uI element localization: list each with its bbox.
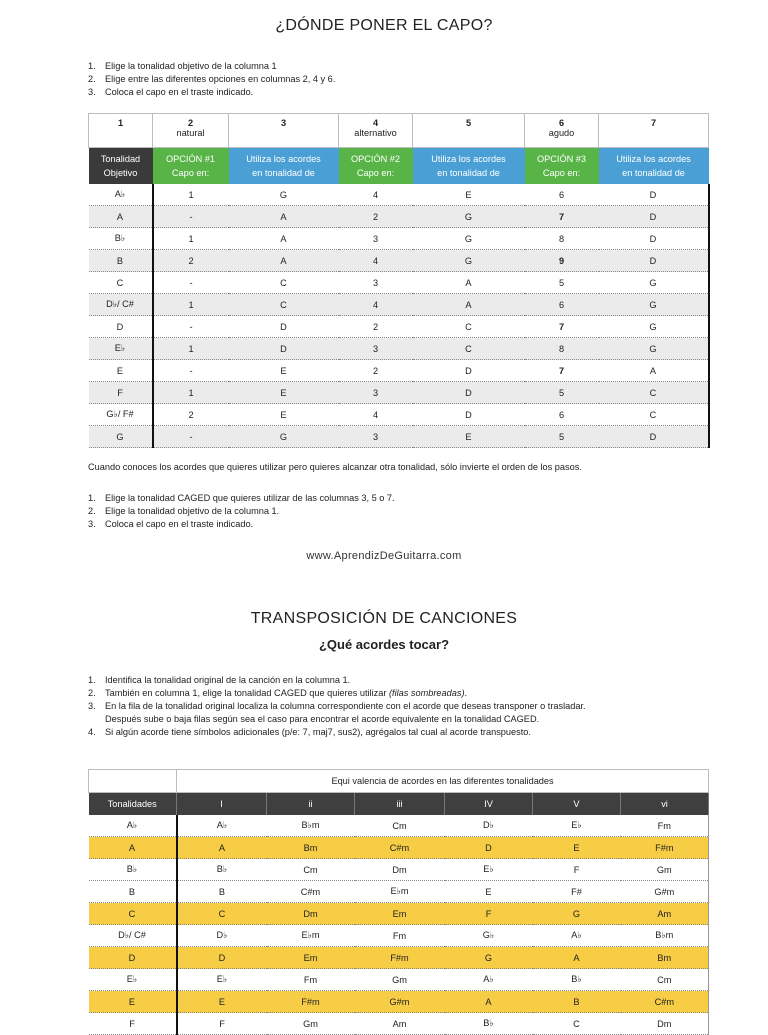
step-item: [88, 73, 335, 86]
table-row: [89, 250, 709, 272]
table-cell: E: [533, 837, 621, 859]
step-item: [88, 86, 335, 99]
table-cell: 2: [153, 404, 229, 426]
column-label-line1: OPCIÓN #2: [350, 154, 400, 164]
table-cell: C: [229, 294, 339, 316]
table-cell: A: [89, 206, 153, 228]
column-label-line2: en tonalidad de: [437, 168, 500, 178]
table-cell: E: [229, 360, 339, 382]
step-item: [88, 674, 586, 687]
table-row: [89, 903, 709, 925]
table-cell: A♭: [89, 184, 153, 206]
table-cell: 5: [525, 426, 599, 448]
step-number: 1.: [88, 675, 96, 685]
table-row: [89, 859, 709, 881]
table-row: [89, 925, 709, 947]
capo-table: [88, 113, 710, 448]
table-cell: 1: [153, 338, 229, 360]
table-cell: D: [599, 184, 709, 206]
table-row: [89, 338, 709, 360]
table-cell: -: [153, 316, 229, 338]
table-cell: Cm: [355, 815, 445, 837]
table-cell: G: [229, 184, 339, 206]
table-cell: 4: [339, 184, 413, 206]
degree-header: vi: [621, 793, 709, 816]
column-header: [339, 114, 413, 148]
column-label-line1: Tonalidad: [100, 154, 141, 164]
table-cell: A♭: [177, 815, 267, 837]
table-cell: 8: [525, 228, 599, 250]
column-label-line2: Objetivo: [103, 168, 138, 178]
degree-header: Tonalidades: [89, 793, 177, 816]
table-cell: -: [153, 426, 229, 448]
table-cell: Am: [621, 903, 709, 925]
table-cell: 7: [525, 206, 599, 228]
table-cell: A♭: [89, 815, 177, 837]
table-cell: D: [413, 404, 525, 426]
capo-steps: [88, 60, 335, 99]
table-cell: A: [413, 294, 525, 316]
table-cell: B: [533, 991, 621, 1013]
table-row: [89, 837, 709, 859]
column-label-line2: Capo en:: [542, 168, 581, 178]
column-number: 1: [117, 118, 124, 128]
table-cell: F#m: [355, 947, 445, 969]
step-number: 4.: [88, 727, 96, 737]
column-header: [89, 114, 153, 148]
table-cell: 2: [153, 250, 229, 272]
chord-equivalence-table: [88, 769, 709, 1035]
column-number: 7: [650, 118, 657, 128]
table-cell: F: [89, 1013, 177, 1035]
table-cell: B: [89, 250, 153, 272]
caption-spacer: [89, 770, 177, 793]
column-header: [525, 114, 599, 148]
table-cell: 3: [339, 228, 413, 250]
column-label-line2: Capo en:: [356, 168, 395, 178]
table-cell: 3: [339, 426, 413, 448]
column-header: [229, 114, 339, 148]
table-row: [89, 206, 709, 228]
table-cell: 4: [339, 294, 413, 316]
table-cell: E: [89, 360, 153, 382]
table-cell: G♭/ F#: [89, 404, 153, 426]
step-text-main: Elige la tonalidad objetivo de la columna 1: [105, 61, 277, 71]
table-cell: E♭: [89, 338, 153, 360]
table-cell: D: [599, 250, 709, 272]
degree-header: V: [533, 793, 621, 816]
table-cell: A: [445, 991, 533, 1013]
table-row: [89, 881, 709, 903]
table-cell: 4: [339, 404, 413, 426]
table-cell: B♭: [89, 228, 153, 250]
table-row: [89, 272, 709, 294]
table-cell: D: [89, 316, 153, 338]
column-label: [525, 148, 599, 185]
step-text: [105, 726, 531, 739]
column-label: [413, 148, 525, 185]
degree-header: ii: [267, 793, 355, 816]
table-cell: Cm: [621, 969, 709, 991]
column-number: 5: [465, 118, 472, 128]
column-sublabel: alternativo: [354, 128, 397, 138]
table-cell: G: [413, 206, 525, 228]
table-cell: A♭: [533, 925, 621, 947]
table-cell: G: [413, 228, 525, 250]
step-text: [105, 86, 253, 99]
table-cell: G: [599, 272, 709, 294]
reverse-note: Cuando conoces los acordes que quieres utilizar pero quieres alcanzar otra tonalidad, sólo invierte el orden de los pasos.: [88, 462, 582, 472]
table-cell: D: [599, 426, 709, 448]
website-url: www.AprendizDeGuitarra.com: [306, 550, 462, 562]
caged-steps: [88, 492, 395, 531]
step-text-main: Coloca el capo en el traste indicado.: [105, 519, 254, 529]
table-cell: D: [229, 338, 339, 360]
step-item: [88, 60, 335, 73]
step-item: [88, 700, 586, 713]
table-cell: A: [229, 206, 339, 228]
step-text: [105, 73, 335, 86]
table-cell: A♭: [445, 969, 533, 991]
table-cell: F#m: [621, 837, 709, 859]
table-row: [89, 184, 709, 206]
table-cell: D♭/ C#: [89, 294, 153, 316]
table-cell: Em: [355, 903, 445, 925]
step-text: [105, 505, 279, 518]
table-cell: -: [153, 360, 229, 382]
step-text-main: Si algún acorde tiene símbolos adicionales (p/e: 7, maj7, sus2), agrégalos tal cual al acorde transpuesto.: [105, 727, 531, 737]
table-cell: A: [599, 360, 709, 382]
table-cell: A: [229, 250, 339, 272]
table-cell: B♭: [445, 1013, 533, 1035]
table-row: [89, 360, 709, 382]
step-text: [105, 674, 350, 687]
table-cell: F: [533, 859, 621, 881]
table-cell: E: [413, 426, 525, 448]
table-cell: D: [89, 947, 177, 969]
table-row: [89, 969, 709, 991]
table-row: [89, 404, 709, 426]
table-cell: 3: [339, 272, 413, 294]
degree-header: I: [177, 793, 267, 816]
step-number: 2.: [88, 506, 96, 516]
table-cell: Gm: [267, 1013, 355, 1035]
table-cell: C: [533, 1013, 621, 1035]
table-cell: D: [445, 837, 533, 859]
table-cell: E♭: [177, 969, 267, 991]
table-row: [89, 316, 709, 338]
table-cell: B♭: [177, 859, 267, 881]
table-cell: 1: [153, 184, 229, 206]
table-row: [89, 426, 709, 448]
degree-header-row: [89, 793, 709, 816]
table-cell: A: [177, 837, 267, 859]
column-number: 6: [558, 118, 565, 128]
step-number: 2.: [88, 688, 96, 698]
transposition-steps: [88, 674, 586, 739]
table-cell: 4: [339, 250, 413, 272]
column-number: 4: [372, 118, 379, 128]
table-cell: D: [413, 382, 525, 404]
step-item: [88, 713, 586, 726]
table-cell: E♭: [533, 815, 621, 837]
table-cell: G: [599, 294, 709, 316]
step-number: 1.: [88, 493, 96, 503]
table-caption: Equi valencia de acordes en las diferentes tonalidades: [177, 770, 709, 793]
table-cell: G: [413, 250, 525, 272]
table-cell: E♭: [445, 859, 533, 881]
caption-row: [89, 770, 709, 793]
table-cell: B♭: [89, 859, 177, 881]
degree-header: iii: [355, 793, 445, 816]
column-label-line1: Utiliza los acordes: [246, 154, 321, 164]
capo-header-row: [89, 114, 709, 148]
column-header: [153, 114, 229, 148]
table-cell: Cm: [267, 859, 355, 881]
table-cell: G#m: [355, 991, 445, 1013]
table-cell: C#m: [267, 881, 355, 903]
table-cell: G: [89, 426, 153, 448]
table-cell: G♭: [445, 925, 533, 947]
column-sublabel: agudo: [548, 128, 575, 138]
step-number: 3.: [88, 519, 96, 529]
table-cell: B♭m: [267, 815, 355, 837]
table-cell: 7: [525, 316, 599, 338]
table-cell: 5: [525, 382, 599, 404]
table-cell: F#: [533, 881, 621, 903]
table-cell: 1: [153, 294, 229, 316]
table-cell: E: [177, 991, 267, 1013]
capo-title: ¿DÓNDE PONER EL CAPO?: [275, 17, 493, 34]
table-cell: 1: [153, 382, 229, 404]
table-cell: 2: [339, 206, 413, 228]
column-label-line1: OPCIÓN #3: [536, 154, 586, 164]
table-cell: C#m: [355, 837, 445, 859]
step-text-main: También en columna 1, elige la tonalidad CAGED que quieres utilizar: [105, 688, 389, 698]
table-cell: E♭: [89, 969, 177, 991]
table-cell: G: [599, 316, 709, 338]
table-cell: D: [413, 360, 525, 382]
table-cell: Dm: [267, 903, 355, 925]
table-cell: F: [89, 382, 153, 404]
table-cell: B♭: [533, 969, 621, 991]
column-label: [339, 148, 413, 185]
table-cell: C: [229, 272, 339, 294]
table-cell: C: [599, 382, 709, 404]
column-label-line2: en tonalidad de: [622, 168, 685, 178]
table-cell: C: [599, 404, 709, 426]
step-text: [105, 687, 467, 700]
column-label: [599, 148, 709, 185]
table-cell: E♭m: [267, 925, 355, 947]
table-cell: -: [153, 272, 229, 294]
table-cell: E: [413, 184, 525, 206]
table-cell: 7: [525, 360, 599, 382]
table-cell: Gm: [621, 859, 709, 881]
table-cell: C: [89, 272, 153, 294]
table-cell: 1: [153, 228, 229, 250]
step-item: [88, 518, 395, 531]
step-text: [105, 700, 586, 713]
table-cell: C: [177, 903, 267, 925]
table-row: [89, 815, 709, 837]
table-cell: Gm: [355, 969, 445, 991]
table-row: [89, 228, 709, 250]
column-label: [153, 148, 229, 185]
column-number: 2: [187, 118, 194, 128]
table-cell: G: [229, 426, 339, 448]
step-text: [105, 713, 539, 726]
transposition-title: TRANSPOSICIÓN DE CANCIONES: [250, 610, 518, 627]
table-cell: D♭: [445, 815, 533, 837]
table-cell: A: [229, 228, 339, 250]
table-cell: E♭m: [355, 881, 445, 903]
column-header: [599, 114, 709, 148]
column-label-line2: Capo en:: [171, 168, 210, 178]
table-cell: Bm: [621, 947, 709, 969]
column-sublabel: natural: [176, 128, 205, 138]
table-cell: 6: [525, 294, 599, 316]
step-number: 2.: [88, 74, 96, 84]
table-cell: 8: [525, 338, 599, 360]
table-cell: 6: [525, 404, 599, 426]
table-cell: Dm: [621, 1013, 709, 1035]
table-cell: E: [445, 881, 533, 903]
step-item: [88, 505, 395, 518]
step-text: [105, 60, 277, 73]
column-number: 3: [280, 118, 287, 128]
transposition-subtitle: ¿Qué acordes tocar?: [318, 637, 450, 652]
step-item: [88, 687, 586, 700]
table-cell: G: [445, 947, 533, 969]
step-number: 3.: [88, 87, 96, 97]
table-cell: A: [89, 837, 177, 859]
step-text-main: En la fila de la tonalidad original localiza la columna correspondiente con el acorde que deseas transponer o trasladar.: [105, 701, 586, 711]
step-text: [105, 518, 253, 531]
table-cell: E: [229, 404, 339, 426]
step-number: 1.: [88, 61, 96, 71]
table-cell: 6: [525, 184, 599, 206]
table-cell: D: [599, 206, 709, 228]
table-cell: 2: [339, 316, 413, 338]
table-cell: B♭m: [621, 925, 709, 947]
step-item: [88, 726, 586, 739]
table-cell: Am: [355, 1013, 445, 1035]
step-text-main: Elige entre las diferentes opciones en columnas 2, 4 y 6.: [105, 74, 336, 84]
table-cell: D: [599, 228, 709, 250]
table-cell: Fm: [621, 815, 709, 837]
step-number: 3.: [88, 701, 96, 711]
column-label-line1: OPCIÓN #1: [165, 154, 215, 164]
table-cell: E: [229, 382, 339, 404]
table-cell: D♭/ C#: [89, 925, 177, 947]
column-label-line2: en tonalidad de: [252, 168, 315, 178]
table-cell: D: [177, 947, 267, 969]
table-cell: C: [89, 903, 177, 925]
step-number: [88, 713, 105, 726]
step-text-main: Elige la tonalidad CAGED que quieres utilizar de las columnas 3, 5 o 7.: [105, 493, 395, 503]
step-text-main: Identifica la tonalidad original de la canción en la columna 1.: [105, 675, 351, 685]
table-cell: C: [413, 316, 525, 338]
degree-header: IV: [445, 793, 533, 816]
column-label: [89, 148, 153, 185]
table-cell: A: [533, 947, 621, 969]
table-cell: C#m: [621, 991, 709, 1013]
capo-label-row: [89, 148, 709, 185]
table-cell: 3: [339, 338, 413, 360]
table-cell: 3: [339, 382, 413, 404]
table-cell: 9: [525, 250, 599, 272]
table-cell: Em: [267, 947, 355, 969]
table-row: [89, 947, 709, 969]
step-text-emphasis: (filas sombreadas): [388, 688, 465, 698]
column-label-line1: Utiliza los acordes: [431, 154, 506, 164]
table-row: [89, 991, 709, 1013]
table-cell: C: [413, 338, 525, 360]
table-cell: B: [177, 881, 267, 903]
column-label: [229, 148, 339, 185]
column-label-line1: Utiliza los acordes: [616, 154, 691, 164]
table-cell: D: [229, 316, 339, 338]
table-cell: Fm: [355, 925, 445, 947]
table-row: [89, 294, 709, 316]
table-cell: G#m: [621, 881, 709, 903]
table-cell: D♭: [177, 925, 267, 947]
step-text-main: Elige la tonalidad objetivo de la columna 1.: [105, 506, 280, 516]
table-cell: Bm: [267, 837, 355, 859]
table-row: [89, 382, 709, 404]
table-cell: Fm: [267, 969, 355, 991]
step-text: [105, 492, 395, 505]
column-header: [413, 114, 525, 148]
table-cell: B: [89, 881, 177, 903]
table-cell: Dm: [355, 859, 445, 881]
table-cell: F: [177, 1013, 267, 1035]
step-text-tail: .: [464, 688, 468, 698]
table-cell: E: [89, 991, 177, 1013]
table-cell: G: [533, 903, 621, 925]
table-cell: F: [445, 903, 533, 925]
table-cell: A: [413, 272, 525, 294]
table-cell: -: [153, 206, 229, 228]
step-item: [88, 492, 395, 505]
step-text-main: Después sube o baja filas según sea el caso para encontrar el acorde equivalente en la tonalidad CAGED.: [105, 714, 540, 724]
step-text-main: Coloca el capo en el traste indicado.: [105, 87, 254, 97]
table-cell: 5: [525, 272, 599, 294]
table-cell: F#m: [267, 991, 355, 1013]
table-cell: G: [599, 338, 709, 360]
table-cell: 2: [339, 360, 413, 382]
